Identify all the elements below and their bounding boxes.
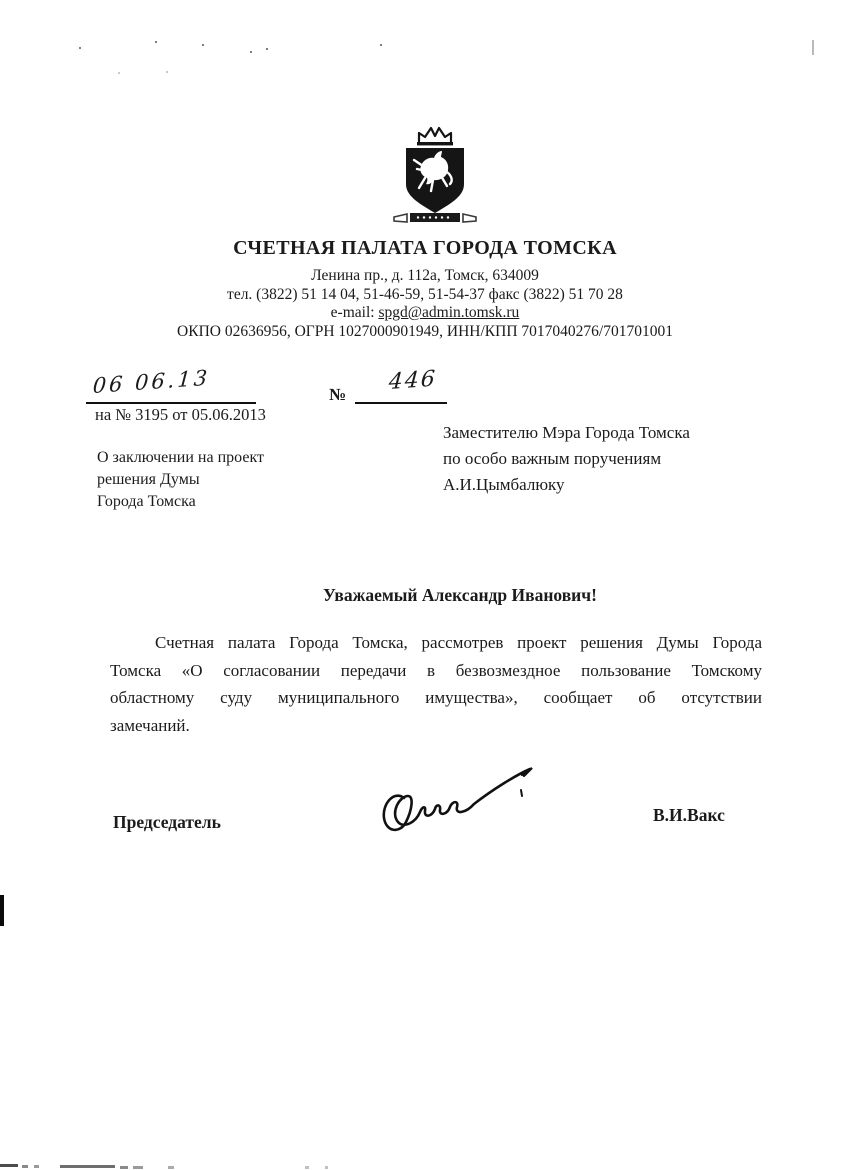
subject-line: О заключении на проект [97, 449, 264, 466]
scan-edge-artifact [168, 1166, 174, 1169]
body-line: Томска «О согласовании передачи в безвозмездное пользование Томскому [110, 660, 762, 680]
scan-edge-artifact [34, 1165, 39, 1168]
subject-line: Города Томска [97, 493, 196, 510]
signer-name: В.И.Вакс [653, 805, 725, 825]
scan-noise-speck [380, 44, 382, 46]
letter-body [110, 629, 762, 739]
addressee-line: по особо важным поручениям [443, 449, 662, 468]
letterhead-contacts [0, 267, 850, 341]
scan-noise-speck [166, 71, 168, 73]
scan-noise-speck [155, 41, 157, 43]
org-address: Ленина пр., д. 112а, Томск, 634009 [311, 267, 539, 284]
number-underline [355, 402, 447, 404]
scan-noise-speck [118, 72, 120, 74]
signer-title: Председатель [113, 812, 221, 832]
scan-noise-speck [266, 48, 268, 50]
email-label: e-mail: [330, 304, 379, 321]
scan-noise-speck [79, 47, 81, 49]
handwritten-signature-icon [370, 760, 542, 840]
tomsk-coat-of-arms-icon [390, 124, 480, 224]
scan-edge-artifact [0, 1164, 18, 1167]
scan-edge-artifact [22, 1165, 28, 1168]
addressee-line: Заместителю Мэра Города Томска [443, 423, 690, 442]
handwritten-number: 446 [388, 366, 438, 395]
scan-noise-speck [250, 51, 252, 53]
scan-edge-artifact [120, 1166, 128, 1169]
scan-noise-speck [202, 44, 204, 46]
scan-edge-artifact [305, 1166, 309, 1169]
scan-edge-artifact [133, 1166, 143, 1169]
scan-edge-artifact [325, 1166, 328, 1169]
body-line: областному суду муниципального имущества», сообщает об отсутствии [110, 688, 762, 707]
scan-edge-artifact [60, 1165, 115, 1168]
body-line: Счетная палата Города Томска, рассмотрев проект решения Думы Города [155, 633, 762, 652]
org-email-line [0, 304, 850, 323]
subject-block [97, 447, 264, 513]
crown-icon [419, 128, 451, 144]
scan-edge-artifact [812, 40, 814, 55]
org-phone: тел. (3822) 51 14 04, 51-46-59, 51-54-37 факс (3822) 51 70 28 [227, 285, 623, 303]
addressee-line: А.И.Цымбалюку [443, 475, 565, 494]
addressee-block [443, 420, 690, 498]
org-name: СЧЕТНАЯ ПАЛАТА ГОРОДА ТОМСКА [233, 237, 617, 259]
scan-edge-artifact [0, 895, 4, 926]
org-codes: ОКПО 02636956, ОГРН 1027000901949, ИНН/КПП 7017040276/701701001 [177, 322, 673, 340]
subject-line: решения Думы [97, 471, 200, 488]
number-sign: № [329, 385, 347, 404]
handwritten-date: 06 06.13 [92, 365, 211, 398]
salutation: Уважаемый Александр Иванович! [323, 585, 597, 605]
body-line: замечаний. [110, 715, 190, 735]
date-underline [86, 402, 256, 404]
reply-reference: на № 3195 от 05.06.2013 [95, 405, 266, 424]
email-link[interactable]: spgd@admin.tomsk.ru [378, 304, 520, 321]
